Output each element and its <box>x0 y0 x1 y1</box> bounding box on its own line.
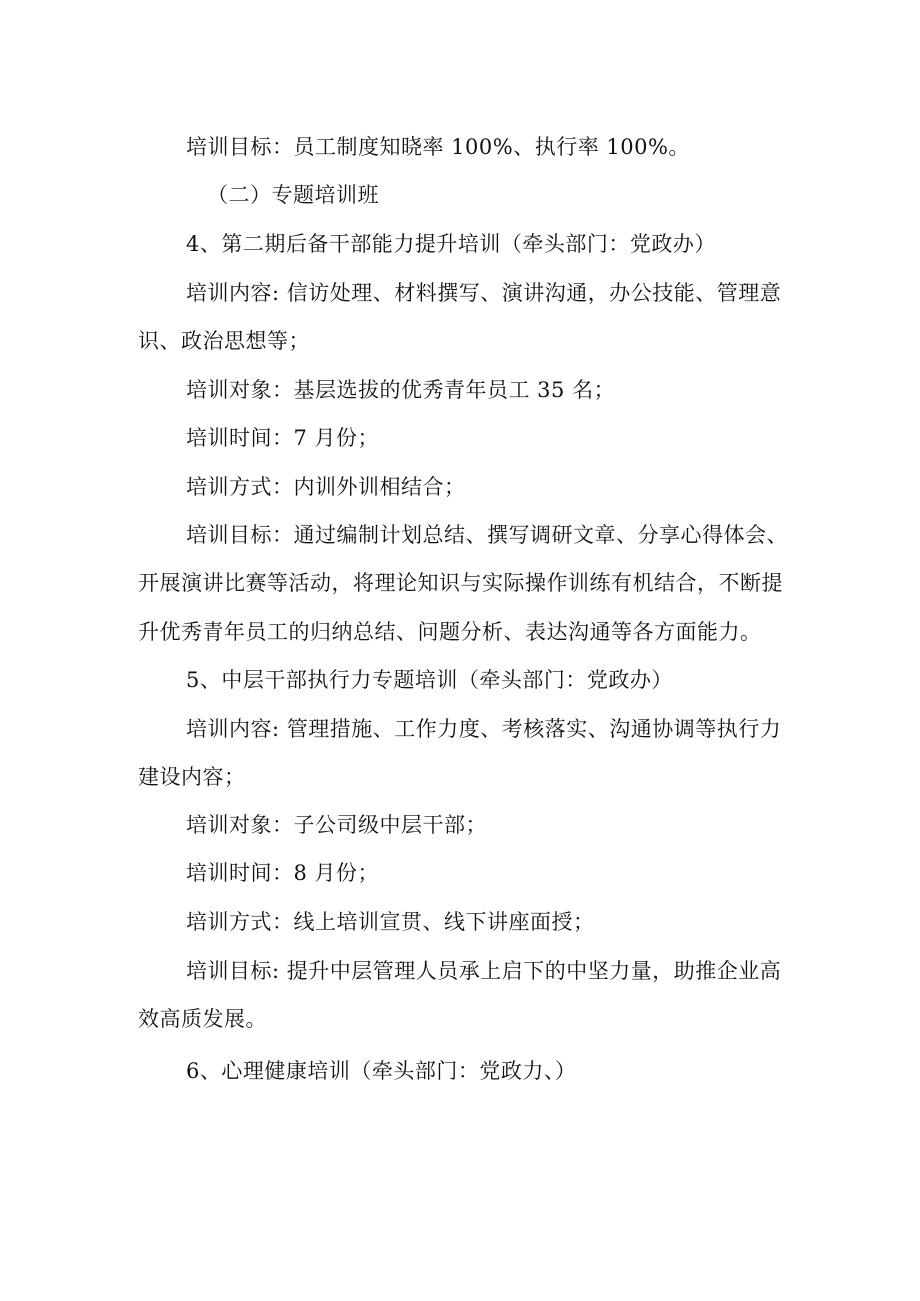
paragraph-content-4-line2: 识、政治思想等； <box>138 329 310 353</box>
paragraph-content-5-line1: 培训内容: 管理措施、工作力度、考核落实、沟通协调等执行力 <box>186 717 782 741</box>
paragraph-goal-5-line1: 培训目标: 提升中层管理人员承上启下的中坚力量，助推企业高 <box>186 959 782 983</box>
paragraph-goal-4-line1: 培训目标：通过编制计划总结、撰写调研文章、分享心得体会、 <box>186 523 788 547</box>
paragraph-content-5-line2: 建设内容； <box>138 765 246 789</box>
paragraph-method-5: 培训方式：线上培训宣贯、线下讲座面授； <box>186 910 595 934</box>
paragraph-training-goal-1: 培训目标：员工制度知晓率 100%、执行率 100%。 <box>186 135 690 159</box>
paragraph-goal-4-line2: 开展演讲比赛等活动，将理论知识与实际操作训练有机结合，不断提 <box>138 571 783 595</box>
item-heading-4: 4、第二期后备干部能力提升培训（牵头部门：党政办） <box>186 232 716 256</box>
paragraph-method-4: 培训方式：内训外训相结合； <box>186 475 466 499</box>
item-heading-5: 5、中层干部执行力专题培训（牵头部门：党政办） <box>186 668 673 692</box>
section-heading-special-training: （二）专题培训班 <box>207 183 379 207</box>
paragraph-content-4-line1: 培训内容: 信访处理、材料撰写、演讲沟通，办公技能、管理意 <box>186 281 782 305</box>
paragraph-time-4: 培训时间：7 月份； <box>186 426 380 450</box>
paragraph-target-4: 培训对象：基层选拔的优秀青年员工 35 名； <box>186 378 616 402</box>
paragraph-time-5: 培训时间：8 月份； <box>186 861 380 885</box>
item-heading-6: 6、心理健康培训（牵头部门：党政力、） <box>186 1059 577 1083</box>
paragraph-goal-5-line2: 效高质发展。 <box>138 1007 267 1031</box>
paragraph-goal-4-line3: 升优秀青年员工的归纳总结、问题分析、表达沟通等各方面能力。 <box>138 620 762 644</box>
paragraph-target-5: 培训对象：子公司级中层干部； <box>186 813 487 837</box>
